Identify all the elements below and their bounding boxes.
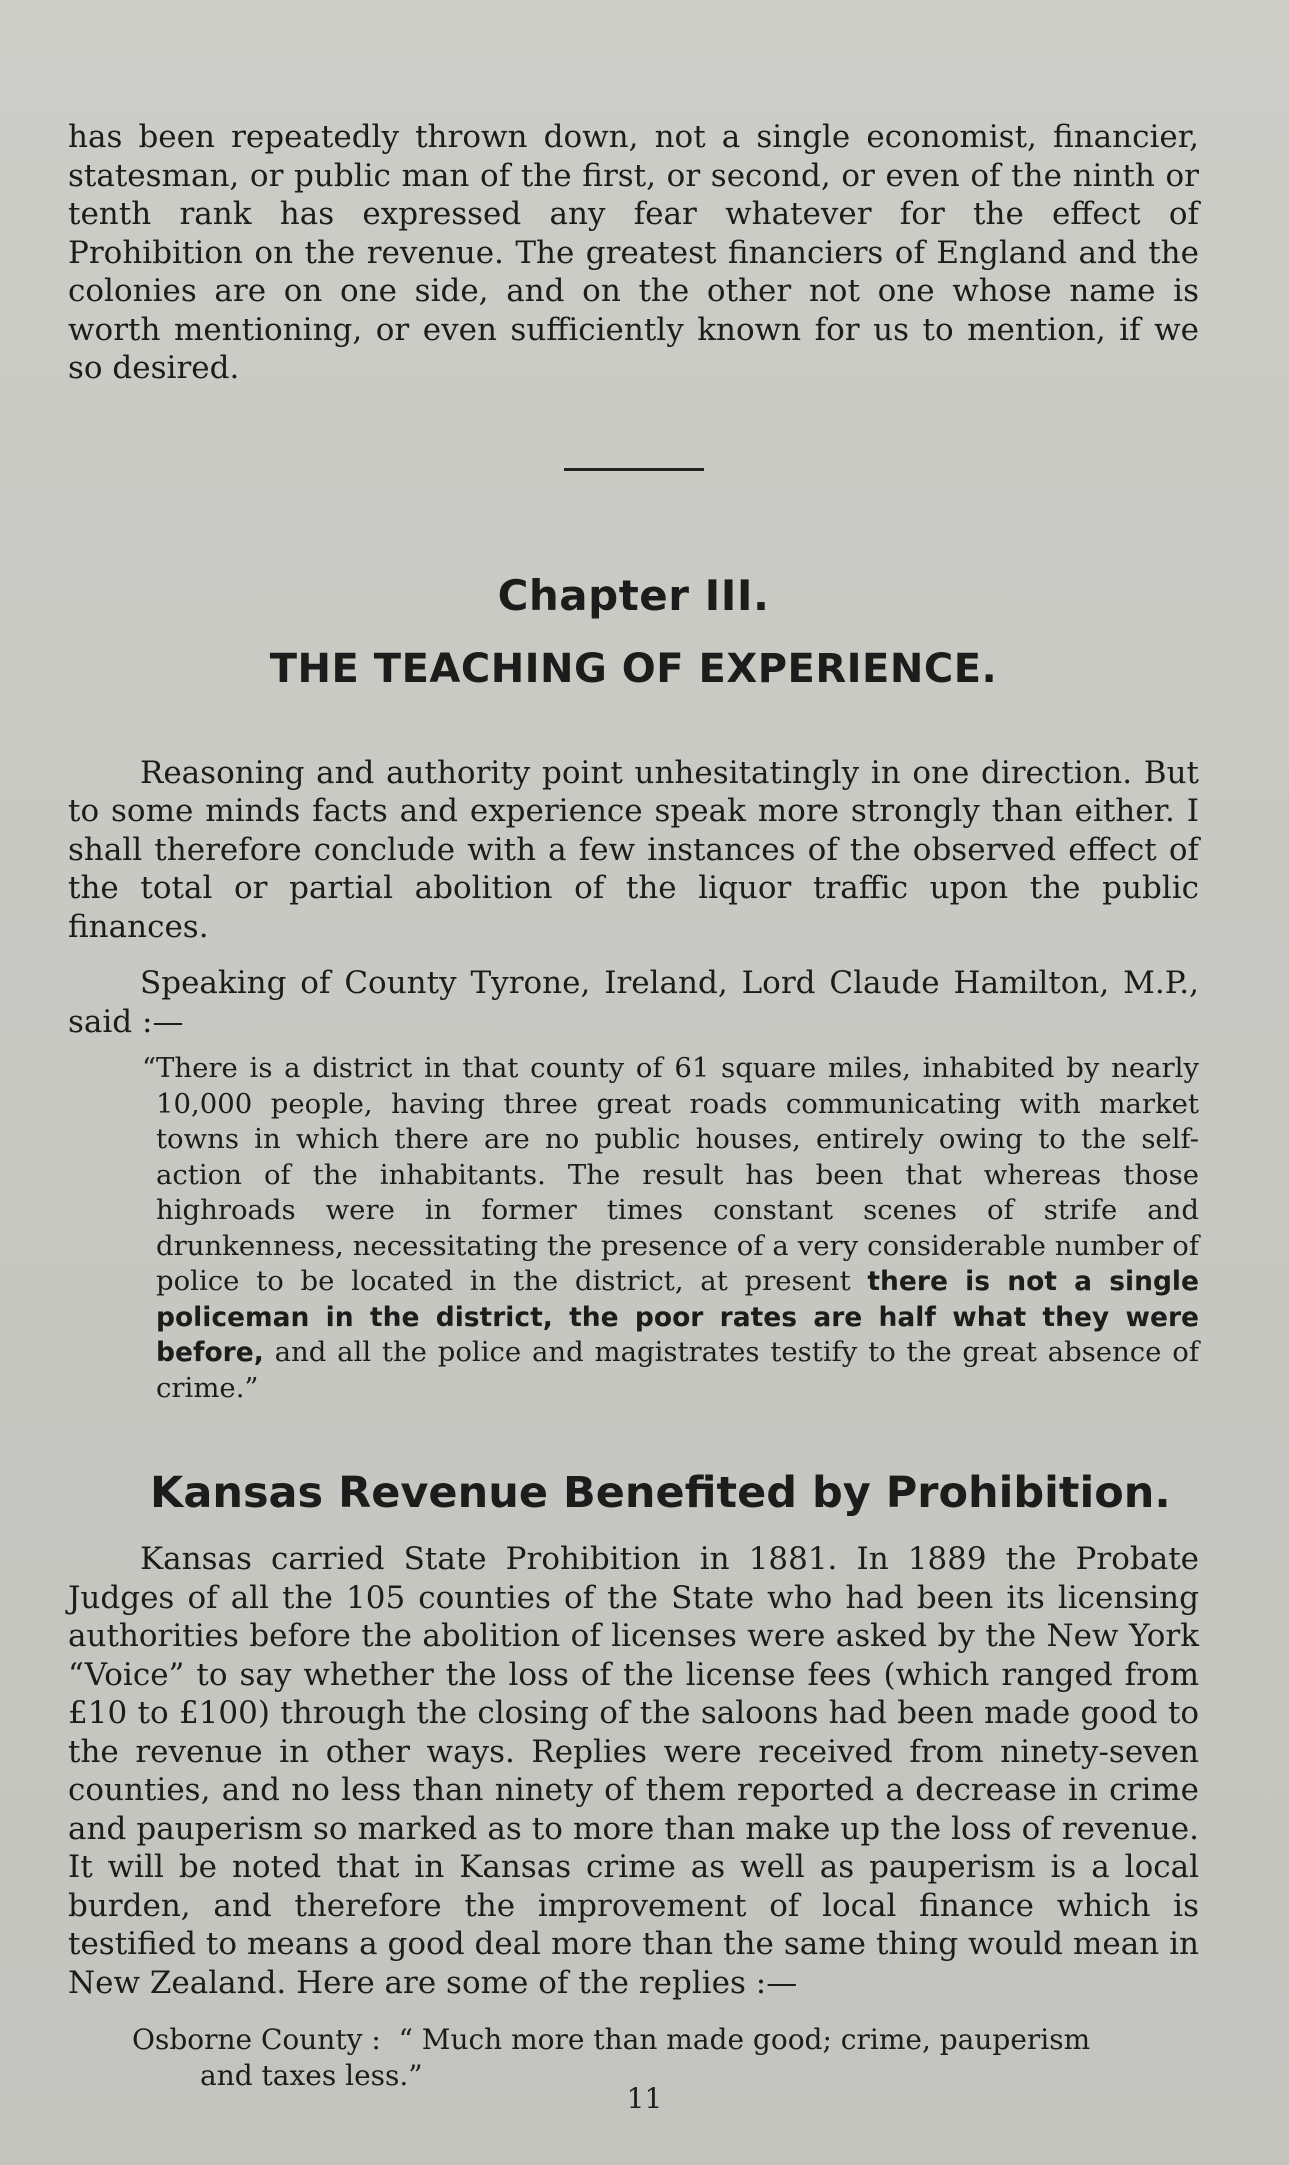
- hamilton-quote: [142, 1051, 1199, 1406]
- kansas-section-heading: Kansas Revenue Benefited by Prohibition.: [150, 1468, 1171, 1518]
- opening-paragraph: has been repeatedly thrown down, not a single economist, financier, statesman, or public man of the first, or second, or even of the ninth or tenth rank has expressed any fear whatever for the effect of Prohibition on the revenue. The greatest financiers of England and the colonies are on one side, and on the other not one whose name is worth mentioning, or even sufficiently known for us to mention, if we so desired.: [68, 119, 1199, 386]
- quote-text: [142, 1051, 1199, 1406]
- quote-part-2: and all the police and magistrates testify to the great absence of crime.”: [156, 1336, 1199, 1404]
- quote-part-1: “There is a district in that county of 61 square miles, inhabited by nearly 10,000 people, having three great roads communicating with market towns in which there are no public houses, entirely owing to the self-action of the inhabitants. The result has been that whereas those highroads were in former times constant scenes of strife and drunkenness, necessitating the presence of a very considerable number of police to be located in the district, at present: [142, 1052, 1199, 1297]
- speaking-paragraph: Speaking of County Tyrone, Ireland, Lord Claude Hamilton, M.P., said :—: [68, 965, 1199, 1040]
- reasoning-paragraph: Reasoning and authority point unhesitatingly in one direction. But to some minds facts and experience speak more strongly than either. I shall therefore conclude with a few instances of the observed effect of the total or partial abolition of the liquor traffic upon the public finances.: [68, 754, 1199, 945]
- page-number: 11: [626, 2082, 663, 2115]
- reply-county: Osborne County :: [132, 2023, 381, 2056]
- reply-text-2: and taxes less.”: [200, 2059, 423, 2092]
- chapter-number: Chapter III.: [497, 570, 770, 620]
- kansas-paragraph: Kansas carried State Prohibition in 1881. In 1889 the Probate Judges of all the 105 counties of the State who had been its licensing authorities before the abolition of licenses were asked by the New York “Voice” to say whether the loss of the license fees (which ranged from £10 to £100) through the closing of the saloons had been made good to the revenue in other ways. Replies were received from ninety-seven counties, and no less than ninety of them reported a decrease in crime and pauperism so marked as to more than make up the loss of revenue. It will be noted that in Kansas crime as well as pauperism is a local burden, and therefore the improvement of local finance which is testified to means a good deal more than the same thing would mean in New Zealand. Here are some of the replies :—: [68, 1541, 1199, 2001]
- reply-line-1: [132, 2022, 1199, 2058]
- chapter-title: THE TEACHING OF EXPERIENCE.: [269, 645, 998, 692]
- section-divider: [564, 468, 704, 471]
- quote-emphasis: there is not a single policeman in the district, the poor rates are half what they were before,: [156, 1266, 1199, 1368]
- reply-text-1: “ Much more than made good; crime, pauperism: [398, 2023, 1091, 2056]
